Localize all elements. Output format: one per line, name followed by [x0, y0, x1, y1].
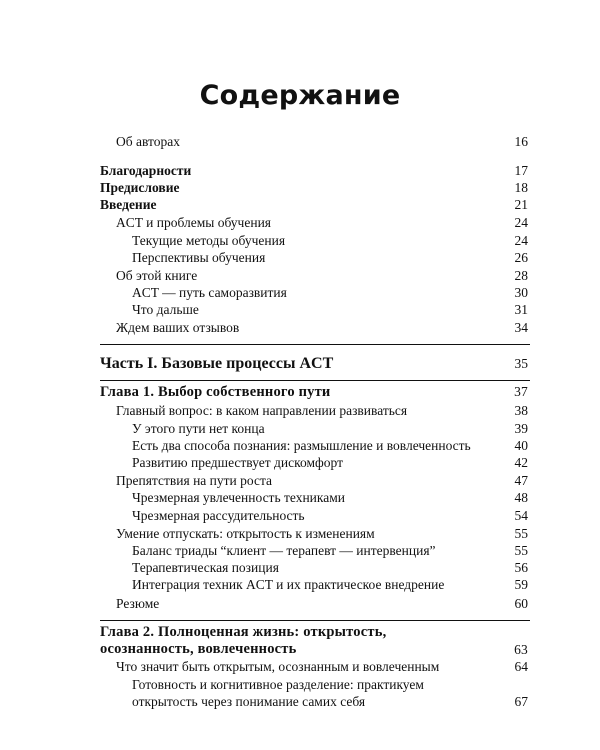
- toc-entry: [100, 543, 528, 559]
- toc-entry-title: Часть I. Базовые процессы ACT: [100, 355, 334, 372]
- toc-entry: [100, 455, 528, 471]
- toc-entry-page: 26: [514, 250, 528, 265]
- toc-entry-page: 40: [514, 438, 528, 453]
- toc-entry: [100, 233, 528, 249]
- toc-entry-page: 64: [514, 659, 528, 674]
- toc-entry: [100, 438, 528, 454]
- toc-entry-title: Текущие методы обучения: [132, 233, 286, 248]
- toc-entry-title: Умение отпускать: открытость к изменениям: [116, 526, 375, 541]
- toc-chapter-heading: [100, 624, 528, 658]
- toc-entry-title: Что дальше: [132, 302, 199, 317]
- toc-entry: [100, 197, 528, 213]
- toc-entry-title: Предисловие: [100, 180, 180, 195]
- toc-entry-title: Что значит быть открытым, осознанным и вовлеченным: [116, 659, 440, 674]
- toc-entry-page: 30: [514, 285, 528, 300]
- toc-entry-page: 35: [514, 356, 528, 371]
- toc-entry-page: 59: [514, 577, 528, 592]
- toc-entry-title: Чрезмерная рассудительность: [132, 508, 305, 523]
- toc-entry-page: 21: [514, 197, 528, 212]
- toc-entry: [100, 250, 528, 266]
- toc-entry: [100, 473, 528, 489]
- section-rule: [100, 380, 530, 381]
- toc-entry: [100, 676, 528, 710]
- toc-entry-page: 18: [514, 180, 528, 195]
- toc-entry: [100, 163, 528, 179]
- toc-entry-title: Терапевтическая позиция: [132, 560, 279, 575]
- toc-entry: [100, 490, 528, 506]
- toc-entry-title: Перспективы обучения: [132, 250, 266, 265]
- toc-entry-title: ACT — путь саморазвития: [132, 285, 287, 300]
- toc-entry-title: Об этой книге: [116, 268, 198, 283]
- toc-entry-title: Баланс триады “клиент — терапевт — интервенция”: [132, 543, 436, 558]
- toc-entry-page: 24: [514, 233, 528, 248]
- toc-entry: [100, 659, 528, 675]
- toc-entry: [100, 403, 528, 419]
- toc-entry-title: Главный вопрос: в каком направлении развиваться: [116, 403, 408, 418]
- toc-entry-page: 55: [514, 543, 528, 558]
- page-title: Содержание: [199, 80, 401, 111]
- toc-entry-page: 16: [514, 134, 528, 149]
- toc-entry-title: Препятствия на пути роста: [116, 473, 273, 488]
- toc-entry: [100, 577, 528, 593]
- toc-entry: [100, 215, 528, 231]
- toc-entry-page: 54: [514, 508, 528, 523]
- toc-entry-title: Ждем ваших отзывов: [116, 320, 240, 335]
- toc-entry: [100, 268, 528, 284]
- toc-entry-page: 56: [514, 560, 528, 575]
- toc-entry: [100, 285, 528, 301]
- toc-entry-page: 60: [514, 596, 528, 611]
- toc-entry: [100, 526, 528, 542]
- toc-entry-page: 37: [514, 384, 528, 399]
- toc-entry-title: ACT и проблемы обучения: [116, 215, 271, 230]
- toc-entry-title: Интеграция техник ACT и их практическое внедрение: [132, 577, 445, 592]
- toc-entry-title: Резюме: [116, 596, 160, 611]
- toc-entry-title: Есть два способа познания: размышление и вовлеченность: [132, 438, 471, 453]
- toc-entry: [100, 508, 528, 524]
- toc-entry-page: 34: [514, 320, 528, 335]
- toc-entry-page: 24: [514, 215, 528, 230]
- toc-entry-title: Глава 1. Выбор собственного пути: [100, 384, 331, 400]
- toc-entry-title: Чрезмерная увлеченность техниками: [132, 490, 346, 505]
- toc-entry-page: 39: [514, 421, 528, 436]
- toc-chapter-heading: [100, 384, 528, 400]
- toc-entry: [100, 596, 528, 612]
- toc-entry-page: 31: [514, 302, 528, 317]
- toc-part-heading: [100, 356, 528, 372]
- toc-entry-page: 42: [514, 455, 528, 470]
- toc-entry: [100, 560, 528, 576]
- toc-entry: [100, 134, 528, 150]
- toc-entry-title: Об авторах: [116, 134, 180, 149]
- toc-entry: [100, 320, 528, 336]
- toc-entry-page: 55: [514, 526, 528, 541]
- toc-entry-page: 67: [514, 694, 528, 709]
- toc-entry: [100, 180, 528, 196]
- toc-entry-title: Готовность и когнитивное разделение: практикуем открытость через понимание самих себя: [132, 677, 424, 709]
- toc-entry-title: Развитию предшествует дискомфорт: [132, 455, 344, 470]
- toc-entry-page: 17: [514, 163, 528, 178]
- toc-entry-page: 48: [514, 490, 528, 505]
- toc-entry-page: 47: [514, 473, 528, 488]
- toc-entry-page: 38: [514, 403, 528, 418]
- section-rule: [100, 344, 530, 345]
- toc-entry-page: 63: [514, 642, 528, 657]
- toc-entry-title: У этого пути нет конца: [132, 421, 265, 436]
- toc-entry: [100, 421, 528, 437]
- toc-entry-title: Глава 2. Полноценная жизнь: открытость, осознанность, вовлеченность: [100, 624, 387, 657]
- toc-entry-title: Благодарности: [100, 163, 192, 178]
- toc-entry: [100, 302, 528, 318]
- section-rule: [100, 620, 530, 621]
- toc-entry-title: Введение: [100, 197, 157, 212]
- toc-entry-page: 28: [514, 268, 528, 283]
